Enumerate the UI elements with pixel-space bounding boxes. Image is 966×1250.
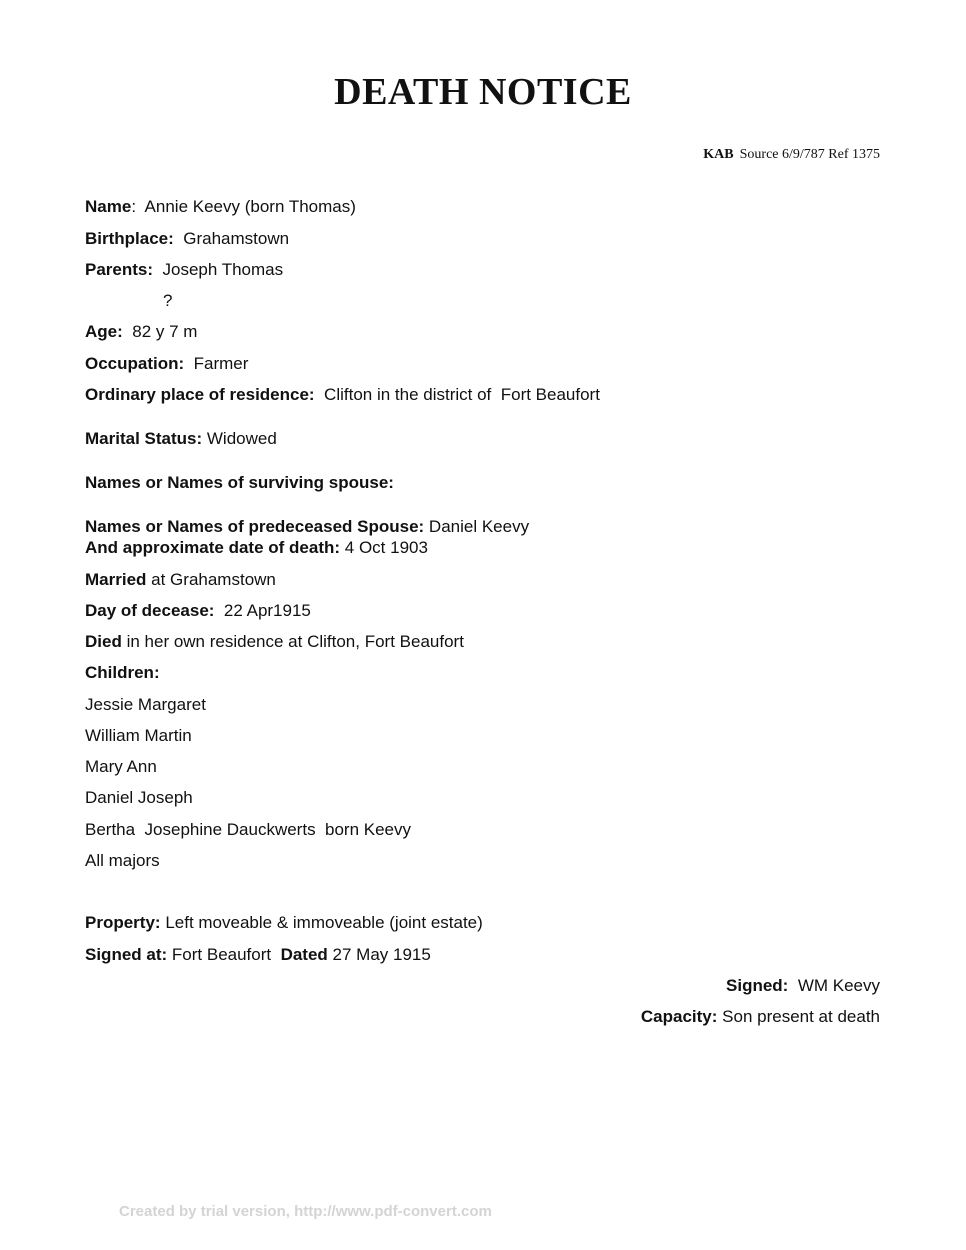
capacity-label: Capacity:	[640, 1007, 718, 1026]
predeceased-spouse-label: Names or Names of predeceased Spouse:	[85, 517, 425, 536]
occupation-label: Occupation:	[85, 354, 185, 373]
child-item	[85, 820, 411, 840]
approx-date-line	[85, 538, 428, 558]
source-reference	[703, 147, 880, 163]
marital-status-line	[85, 429, 277, 449]
marital-status-label: Marital Status:	[85, 429, 203, 448]
residence-line	[85, 385, 600, 405]
property-line	[85, 913, 483, 933]
signed-value: WM Keevy	[797, 976, 880, 995]
name-value: Annie Keevy (born Thomas)	[144, 197, 356, 216]
occupation-line	[85, 354, 248, 374]
archive-code: KAB	[703, 147, 734, 162]
child-item	[85, 695, 206, 715]
residence-value: Clifton in the district of Fort Beaufort	[324, 385, 600, 404]
birthplace-value: Grahamstown	[183, 229, 290, 248]
children-label: Children:	[85, 663, 160, 682]
day-of-decease-value: 22 Apr1915	[223, 601, 311, 620]
source-ref-text: Source 6/9/787 Ref 1375	[739, 147, 880, 162]
day-of-decease-label: Day of decease:	[85, 601, 215, 620]
capacity-line	[641, 1007, 880, 1027]
child-name: William Martin	[85, 726, 192, 745]
parents-label: Parents:	[85, 260, 154, 279]
died-line	[85, 632, 464, 652]
birthplace-line	[85, 229, 289, 249]
trial-watermark: Created by trial version, http://www.pdf-convert.com	[119, 1203, 492, 1220]
predeceased-spouse-line	[85, 517, 529, 537]
child-name: Bertha Josephine Dauckwerts born Keevy	[85, 820, 412, 839]
child-name: Mary Ann	[85, 757, 157, 776]
approx-date-value: 4 Oct 1903	[344, 538, 428, 557]
document-title: DEATH NOTICE	[334, 71, 632, 113]
signed-at-value: Fort Beaufort	[171, 945, 272, 964]
approx-date-label: And approximate date of death:	[85, 538, 341, 557]
children-line	[85, 663, 160, 683]
married-line	[85, 570, 276, 590]
property-value: Left moveable & immoveable (joint estate)	[165, 913, 483, 932]
name-separator: :	[131, 197, 145, 216]
residence-label: Ordinary place of residence:	[85, 385, 315, 404]
age-label: Age:	[85, 322, 123, 341]
signed-at-line	[85, 945, 431, 965]
second-parent-value: ?	[163, 291, 173, 310]
marital-status-value: Widowed	[206, 429, 277, 448]
name-line	[85, 197, 356, 217]
name-label: Name	[85, 197, 132, 216]
birthplace-label: Birthplace:	[85, 229, 174, 248]
children-note-line	[85, 851, 160, 871]
property-label: Property:	[85, 913, 161, 932]
signed-label: Signed:	[726, 976, 789, 995]
capacity-value: Son present at death	[722, 1007, 880, 1026]
age-value: 82 y 7 m	[132, 322, 198, 341]
age-line	[85, 322, 197, 342]
dated-value: 27 May 1915	[332, 945, 431, 964]
surviving-spouse-line	[85, 473, 394, 493]
child-item	[85, 726, 192, 746]
married-label: Married	[85, 570, 147, 589]
parents-value: Joseph Thomas	[162, 260, 284, 279]
signed-at-label: Signed at:	[85, 945, 168, 964]
died-value: in her own residence at Clifton, Fort Beaufort	[126, 632, 464, 651]
second-parent-line	[163, 291, 172, 311]
married-value: at Grahamstown	[151, 570, 276, 589]
child-name: Daniel Joseph	[85, 788, 193, 807]
signed-line	[726, 976, 880, 996]
day-of-decease-line	[85, 601, 311, 621]
child-name: Jessie Margaret	[85, 695, 206, 714]
dated-label: Dated	[280, 945, 328, 964]
occupation-value: Farmer	[193, 354, 249, 373]
died-label: Died	[85, 632, 122, 651]
predeceased-spouse-value: Daniel Keevy	[428, 517, 530, 536]
child-item	[85, 788, 193, 808]
child-item	[85, 757, 157, 777]
children-note: All majors	[85, 851, 160, 870]
parents-line	[85, 260, 283, 280]
surviving-spouse-label: Names or Names of surviving spouse:	[85, 473, 394, 492]
